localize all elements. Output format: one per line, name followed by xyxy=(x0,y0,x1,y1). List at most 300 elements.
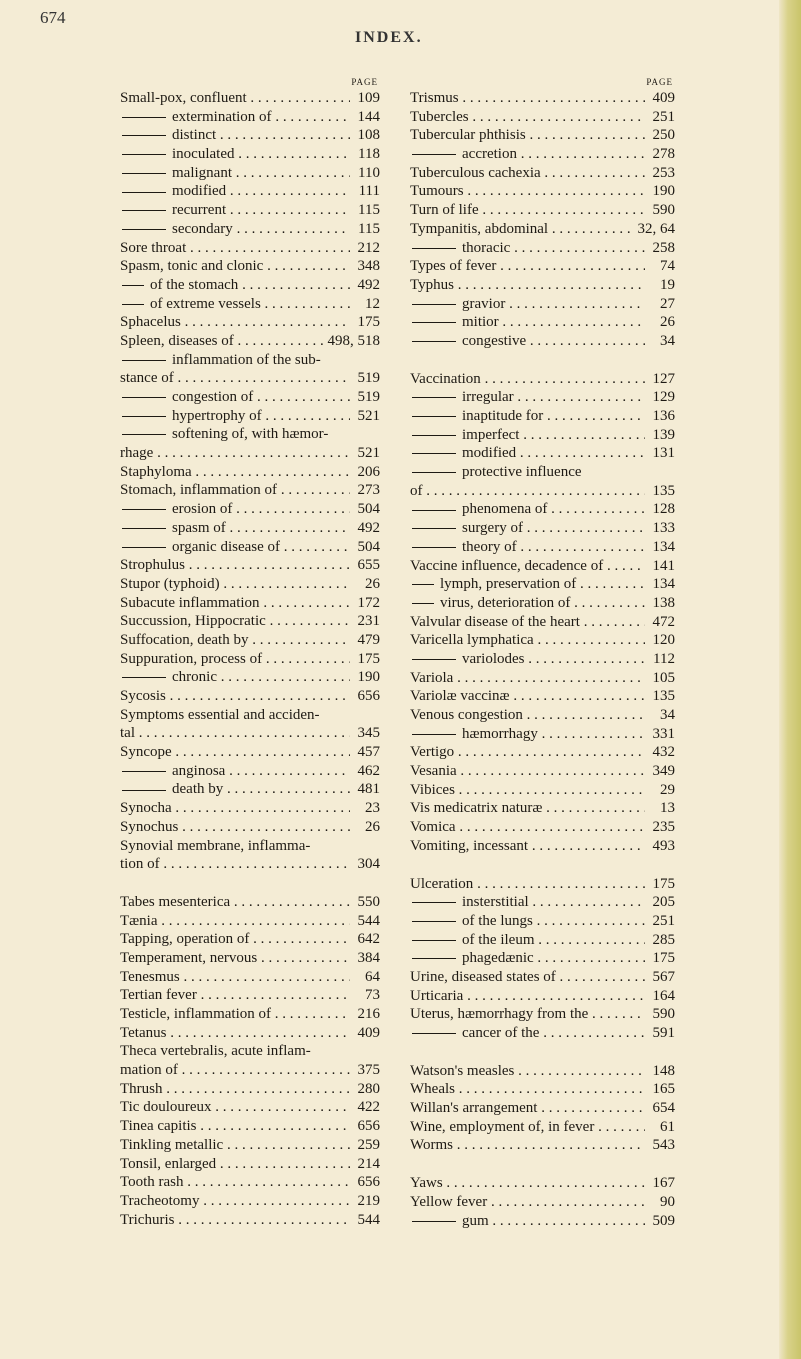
entry-label: Strophulus xyxy=(120,557,186,574)
entry-label: Syncope xyxy=(120,744,172,761)
section-gap xyxy=(410,856,675,875)
index-subentry xyxy=(410,313,675,332)
index-entry xyxy=(410,1193,675,1212)
index-subentry xyxy=(410,1024,675,1043)
ditto-dash xyxy=(122,285,144,286)
index-entry xyxy=(120,912,380,931)
index-subentry xyxy=(410,1212,675,1231)
index-entry xyxy=(120,239,380,258)
entry-label: Synocha xyxy=(120,800,172,817)
entry-page-number: 384 xyxy=(357,949,380,966)
entry-label: Sore throat xyxy=(120,239,187,256)
entry-page-number: 19 xyxy=(660,276,675,293)
index-entry xyxy=(410,687,675,706)
entry-page-number: 479 xyxy=(357,631,380,648)
entry-label: of xyxy=(410,482,423,499)
index-entry xyxy=(120,1192,380,1211)
ditto-dash xyxy=(412,510,456,511)
entry-page-number: 111 xyxy=(358,183,380,200)
entry-label: Tooth rash xyxy=(120,1174,184,1191)
index-subentry xyxy=(120,201,380,220)
index-subentry xyxy=(120,724,380,743)
index-entry xyxy=(410,781,675,800)
entry-page-number: 139 xyxy=(652,426,675,443)
entry-label: of the lungs xyxy=(462,912,533,929)
entry-label: anginosa xyxy=(172,762,226,779)
entry-label: hypertrophy of xyxy=(172,407,262,424)
entry-label: inoculated xyxy=(172,146,235,163)
ditto-dash xyxy=(412,1221,456,1222)
entry-page-number: 219 xyxy=(357,1192,380,1209)
entry-label: Suffocation, death by xyxy=(120,631,249,648)
entry-page-number: 258 xyxy=(652,239,675,256)
entry-page-number: 544 xyxy=(357,1211,380,1228)
index-subentry xyxy=(120,444,380,463)
entry-page-number: 26 xyxy=(660,314,675,331)
section-gap xyxy=(120,874,380,893)
entry-page-number: 422 xyxy=(357,1099,380,1116)
entry-label: Symptoms essential and acciden- xyxy=(120,706,320,723)
entry-label: Vis medicatrix naturæ xyxy=(410,800,543,817)
entry-page-number: 112 xyxy=(653,650,675,667)
entry-page-number: 591 xyxy=(652,1025,675,1041)
entry-page-number: 105 xyxy=(652,669,675,686)
index-entry xyxy=(120,1155,380,1174)
entry-label: Temperament, nervous xyxy=(120,949,258,966)
entry-page-number: 175 xyxy=(652,875,675,892)
entry-label: protective influence xyxy=(462,464,582,481)
entry-label: Valvular disease of the heart xyxy=(410,613,580,630)
index-subentry xyxy=(410,594,675,613)
index-entry xyxy=(120,89,380,108)
entry-label: Watson's measles xyxy=(410,1062,515,1079)
index-entry xyxy=(120,1117,380,1136)
entry-page-number: 214 xyxy=(357,1155,380,1172)
entry-page-number: 90 xyxy=(660,1193,675,1210)
entry-page-number: 32, 64 xyxy=(637,220,675,237)
entry-label: phagedænic xyxy=(462,950,534,967)
entry-label: Tenesmus xyxy=(120,968,180,985)
entry-label: cancer of the xyxy=(462,1025,540,1041)
entry-page-number: 280 xyxy=(357,1080,380,1097)
index-subentry xyxy=(120,108,380,127)
entry-page-number: 128 xyxy=(652,501,675,518)
ditto-dash xyxy=(412,322,456,323)
entry-label: Urticaria xyxy=(410,987,464,1004)
entry-label: variolodes xyxy=(462,650,525,667)
entry-page-number: 120 xyxy=(652,632,675,649)
entry-label: insterstitial xyxy=(462,894,529,911)
entry-page-number: 134 xyxy=(652,576,675,593)
entry-page-number: 115 xyxy=(358,202,380,219)
entry-page-number: 543 xyxy=(652,1137,675,1154)
entry-label: gravior xyxy=(462,295,506,312)
entry-page-number: 73 xyxy=(365,987,380,1004)
entry-page-number: 504 xyxy=(357,501,380,518)
entry-page-number: 175 xyxy=(357,650,380,667)
ditto-dash xyxy=(412,921,456,922)
index-entry xyxy=(410,818,675,837)
entry-label: Vibices xyxy=(410,781,455,798)
index-entry xyxy=(120,1211,380,1230)
index-subentry xyxy=(120,762,380,781)
ditto-dash xyxy=(122,360,166,361)
entry-page-number: 348 xyxy=(357,258,380,275)
entry-label: of the stomach xyxy=(150,276,239,293)
index-subentry xyxy=(120,126,380,145)
entry-label: Urine, diseased states of xyxy=(410,968,556,985)
entry-page-number: 175 xyxy=(357,314,380,331)
index-entry xyxy=(120,799,380,818)
entry-page-number: 115 xyxy=(358,220,380,237)
ditto-dash xyxy=(412,958,456,959)
ditto-dash xyxy=(412,528,456,529)
index-entry xyxy=(120,818,380,837)
index-subentry xyxy=(410,145,675,164)
index-entry xyxy=(120,986,380,1005)
entry-page-number: 544 xyxy=(357,912,380,929)
entry-page-number: 148 xyxy=(652,1062,675,1079)
ditto-dash xyxy=(122,528,166,529)
entry-page-number: 567 xyxy=(652,968,675,985)
index-entry xyxy=(120,1173,380,1192)
entry-page-number: 118 xyxy=(358,146,380,163)
entry-page-number: 345 xyxy=(357,725,380,742)
ditto-dash xyxy=(122,117,166,118)
entry-label: Tænia xyxy=(120,912,158,929)
ditto-dash xyxy=(412,248,456,249)
index-subentry xyxy=(120,369,380,388)
index-entry xyxy=(410,968,675,987)
entry-page-number: 26 xyxy=(365,818,380,835)
index-subentry xyxy=(410,893,675,912)
index-entry xyxy=(120,949,380,968)
index-entry xyxy=(410,220,675,239)
entry-label: gum xyxy=(462,1212,489,1229)
entry-label: softening of, with hæmor- xyxy=(172,426,329,443)
index-entry xyxy=(120,556,380,575)
index-entry xyxy=(120,631,380,650)
ditto-dash xyxy=(412,453,456,454)
entry-page-number: 27 xyxy=(660,295,675,312)
entry-label: imperfect xyxy=(462,426,520,443)
ditto-dash xyxy=(122,547,166,548)
entry-label: Trismus xyxy=(410,90,459,106)
entry-label: Thrush xyxy=(120,1080,163,1097)
entry-label: Tapping, operation of xyxy=(120,931,250,948)
ditto-dash xyxy=(412,603,434,604)
page-number: 674 xyxy=(40,8,66,27)
left-page-header: PAGE xyxy=(351,77,378,87)
entry-label: surgery of xyxy=(462,520,523,537)
entry-label: Tumours xyxy=(410,183,464,200)
entry-page-number: 409 xyxy=(652,90,675,106)
entry-page-number: 519 xyxy=(357,370,380,387)
ditto-dash xyxy=(412,304,456,305)
index-entry-line xyxy=(120,706,380,725)
index-subentry xyxy=(120,220,380,239)
index-subentry xyxy=(410,912,675,931)
entry-page-number: 175 xyxy=(652,950,675,967)
index-entry xyxy=(120,968,380,987)
entry-label: Tympanitis, abdominal xyxy=(410,220,549,237)
entry-page-number: 481 xyxy=(357,781,380,798)
entry-label: mitior xyxy=(462,314,499,331)
entry-label: Succussion, Hippocratic xyxy=(120,613,266,630)
index-subentry xyxy=(120,519,380,538)
entry-label: chronic xyxy=(172,669,217,686)
index-entry xyxy=(410,257,675,276)
index-entry xyxy=(410,557,675,576)
entry-label: of the ileum xyxy=(462,931,535,948)
entry-label: Ulceration xyxy=(410,875,474,892)
entry-page-number: 521 xyxy=(357,407,380,424)
entry-page-number: 235 xyxy=(652,819,675,836)
entry-label: congestion of xyxy=(172,389,254,405)
index-subentry xyxy=(120,855,380,874)
entry-page-number: 493 xyxy=(652,837,675,854)
index-subentry xyxy=(120,1061,380,1080)
entry-page-number: 521 xyxy=(357,445,380,462)
entry-label: distinct xyxy=(172,127,217,144)
entry-page-number: 656 xyxy=(357,688,380,704)
entry-page-number: 462 xyxy=(357,762,380,779)
section-gap xyxy=(410,351,675,370)
ditto-dash xyxy=(122,154,166,155)
entry-page-number: 172 xyxy=(357,594,380,611)
index-entry xyxy=(410,1062,675,1081)
entry-page-number: 251 xyxy=(652,912,675,929)
entry-label: erosion of xyxy=(172,501,233,518)
entry-page-number: 349 xyxy=(652,763,675,780)
ditto-dash xyxy=(412,1033,456,1034)
index-subentry xyxy=(120,538,380,557)
left-entries xyxy=(120,89,380,1229)
index-subentry xyxy=(410,931,675,950)
entry-page-number: 165 xyxy=(652,1081,675,1098)
entry-label: Synochus xyxy=(120,818,179,835)
entry-label: inaptitude for xyxy=(462,408,544,424)
entry-label: tion of xyxy=(120,856,160,873)
ditto-dash xyxy=(412,435,456,436)
entry-page-number: 190 xyxy=(357,669,380,686)
index-subentry xyxy=(410,295,675,314)
entry-page-number: 259 xyxy=(357,1136,380,1153)
entry-label: Testicle, inflammation of xyxy=(120,1006,271,1022)
section-gap xyxy=(410,1043,675,1062)
index-entry xyxy=(410,1118,675,1137)
index-subentry xyxy=(410,725,675,744)
ditto-dash xyxy=(122,210,166,211)
ditto-dash xyxy=(122,397,166,398)
index-subentry xyxy=(120,780,380,799)
index-entry xyxy=(120,893,380,912)
index-entry xyxy=(120,332,380,351)
ditto-dash xyxy=(122,304,144,305)
entry-page-number: 34 xyxy=(660,332,675,349)
ditto-dash xyxy=(122,790,166,791)
index-entry xyxy=(410,126,675,145)
index-entry xyxy=(410,370,675,389)
index-entry xyxy=(120,481,380,500)
entry-page-number: 432 xyxy=(652,744,675,761)
entry-label: Tinea capitis xyxy=(120,1118,197,1135)
entry-page-number: 131 xyxy=(652,445,675,462)
index-entry xyxy=(120,1005,380,1024)
index-entry xyxy=(410,875,675,894)
entry-label: Yellow fever xyxy=(410,1193,488,1210)
entry-page-number: 285 xyxy=(652,931,675,948)
index-entry xyxy=(410,706,675,725)
entry-label: modified xyxy=(172,183,227,200)
entry-page-number: 656 xyxy=(357,1174,380,1191)
entry-page-number: 550 xyxy=(357,893,380,910)
entry-page-number: 519 xyxy=(357,389,380,405)
entry-label: death by xyxy=(172,781,224,798)
ditto-dash xyxy=(412,472,456,473)
entry-label: Worms xyxy=(410,1137,453,1154)
ditto-dash xyxy=(122,229,166,230)
entry-page-number: 654 xyxy=(652,1100,675,1117)
index-entry xyxy=(120,650,380,669)
entry-page-number: 64 xyxy=(365,968,380,985)
entry-label: Venous congestion xyxy=(410,707,523,723)
left-index-column xyxy=(120,76,380,1229)
entry-label: tal xyxy=(120,725,135,742)
index-subentry xyxy=(410,239,675,258)
entry-page-number: 304 xyxy=(357,856,380,873)
entry-label: Uterus, hæmorrhagy from the xyxy=(410,1006,589,1023)
ditto-dash xyxy=(122,509,166,510)
entry-page-number: 109 xyxy=(357,90,380,106)
entry-label: rhage xyxy=(120,445,154,462)
page-heading: INDEX. xyxy=(355,29,423,46)
entry-label: Staphyloma xyxy=(120,463,192,480)
index-subentry xyxy=(410,519,675,538)
entry-page-number: 655 xyxy=(357,557,380,574)
entry-label: Vertigo xyxy=(410,744,455,761)
index-entry xyxy=(410,987,675,1006)
index-entry xyxy=(410,762,675,781)
entry-label: Tracheotomy xyxy=(120,1192,200,1209)
index-subentry xyxy=(410,500,675,519)
index-entry xyxy=(120,575,380,594)
entry-page-number: 642 xyxy=(357,931,380,948)
index-entry xyxy=(410,1136,675,1155)
index-subentry xyxy=(410,650,675,669)
ditto-dash xyxy=(122,135,166,136)
entry-label: phenomena of xyxy=(462,501,548,518)
index-subentry xyxy=(410,538,675,557)
entry-page-number: 133 xyxy=(652,520,675,537)
index-subentry xyxy=(120,295,380,314)
entry-label: Synovial membrane, inflamma- xyxy=(120,837,311,854)
entry-page-number: 457 xyxy=(357,744,380,761)
entry-page-number: 409 xyxy=(357,1024,380,1041)
entry-page-number: 144 xyxy=(357,108,380,125)
index-entry xyxy=(410,799,675,818)
index-subentry xyxy=(120,407,380,426)
index-subentry xyxy=(410,575,675,594)
entry-label: malignant xyxy=(172,164,232,181)
index-subentry xyxy=(120,276,380,295)
entry-label: Wheals xyxy=(410,1081,455,1098)
index-subentry xyxy=(120,164,380,183)
entry-label: Spasm, tonic and clonic xyxy=(120,258,264,275)
entry-page-number: 231 xyxy=(357,613,380,630)
ditto-dash xyxy=(412,341,456,342)
ditto-dash xyxy=(412,154,456,155)
entry-page-number: 23 xyxy=(365,800,380,817)
index-entry xyxy=(410,1099,675,1118)
ditto-dash xyxy=(412,659,456,660)
entry-page-number: 472 xyxy=(652,613,675,630)
entry-label: Varicella lymphatica xyxy=(410,632,534,649)
index-entry xyxy=(120,1024,380,1043)
entry-page-number: 34 xyxy=(660,707,675,723)
entry-label: Vomiting, incessant xyxy=(410,837,529,854)
entry-label: Tetanus xyxy=(120,1024,167,1041)
entry-page-number: 129 xyxy=(652,389,675,406)
entry-label: Tubercles xyxy=(410,108,469,125)
index-entry xyxy=(410,201,675,220)
right-page-header: PAGE xyxy=(646,77,673,87)
page-edge xyxy=(779,0,801,1359)
entry-page-number: 136 xyxy=(652,408,675,424)
index-entry xyxy=(120,612,380,631)
entry-label: recurrent xyxy=(172,202,227,219)
entry-label: inflammation of the sub- xyxy=(172,351,321,368)
entry-label: spasm of xyxy=(172,519,226,536)
entry-page-number: 206 xyxy=(357,463,380,480)
ditto-dash xyxy=(412,584,434,585)
entry-page-number: 205 xyxy=(652,894,675,911)
index-subentry xyxy=(410,444,675,463)
index-subentry xyxy=(410,949,675,968)
entry-page-number: 164 xyxy=(652,987,675,1004)
index-subentry xyxy=(120,182,380,201)
ditto-dash xyxy=(412,547,456,548)
right-entries xyxy=(410,89,675,1230)
entry-page-number: 216 xyxy=(357,1006,380,1022)
entry-label: Sphacelus xyxy=(120,314,181,331)
entry-label: thoracic xyxy=(462,239,511,256)
entry-label: Willan's arrangement xyxy=(410,1100,538,1117)
index-subentry xyxy=(410,482,675,501)
entry-page-number: 253 xyxy=(652,164,675,181)
index-entry xyxy=(120,1098,380,1117)
entry-page-number: 273 xyxy=(357,482,380,499)
entry-page-number: 74 xyxy=(660,258,675,275)
entry-label: Theca vertebralis, acute inflam- xyxy=(120,1043,311,1060)
entry-label: Typhus xyxy=(410,276,454,293)
entry-label: stance of xyxy=(120,370,174,387)
ditto-dash xyxy=(412,902,456,903)
entry-page-number: 492 xyxy=(357,276,380,293)
index-entry xyxy=(120,1136,380,1155)
entry-label: Tuberculous cachexia xyxy=(410,164,541,181)
index-entry xyxy=(410,89,675,108)
entry-page-number: 141 xyxy=(652,557,675,574)
index-entry xyxy=(120,594,380,613)
entry-label: modified xyxy=(462,445,517,462)
entry-page-number: 278 xyxy=(652,146,675,163)
entry-label: of extreme vessels xyxy=(150,295,261,312)
entry-label: Types of fever xyxy=(410,258,497,275)
entry-label: Tic douloureux xyxy=(120,1099,212,1116)
index-entry-line xyxy=(120,425,380,444)
index-entry xyxy=(410,1080,675,1099)
